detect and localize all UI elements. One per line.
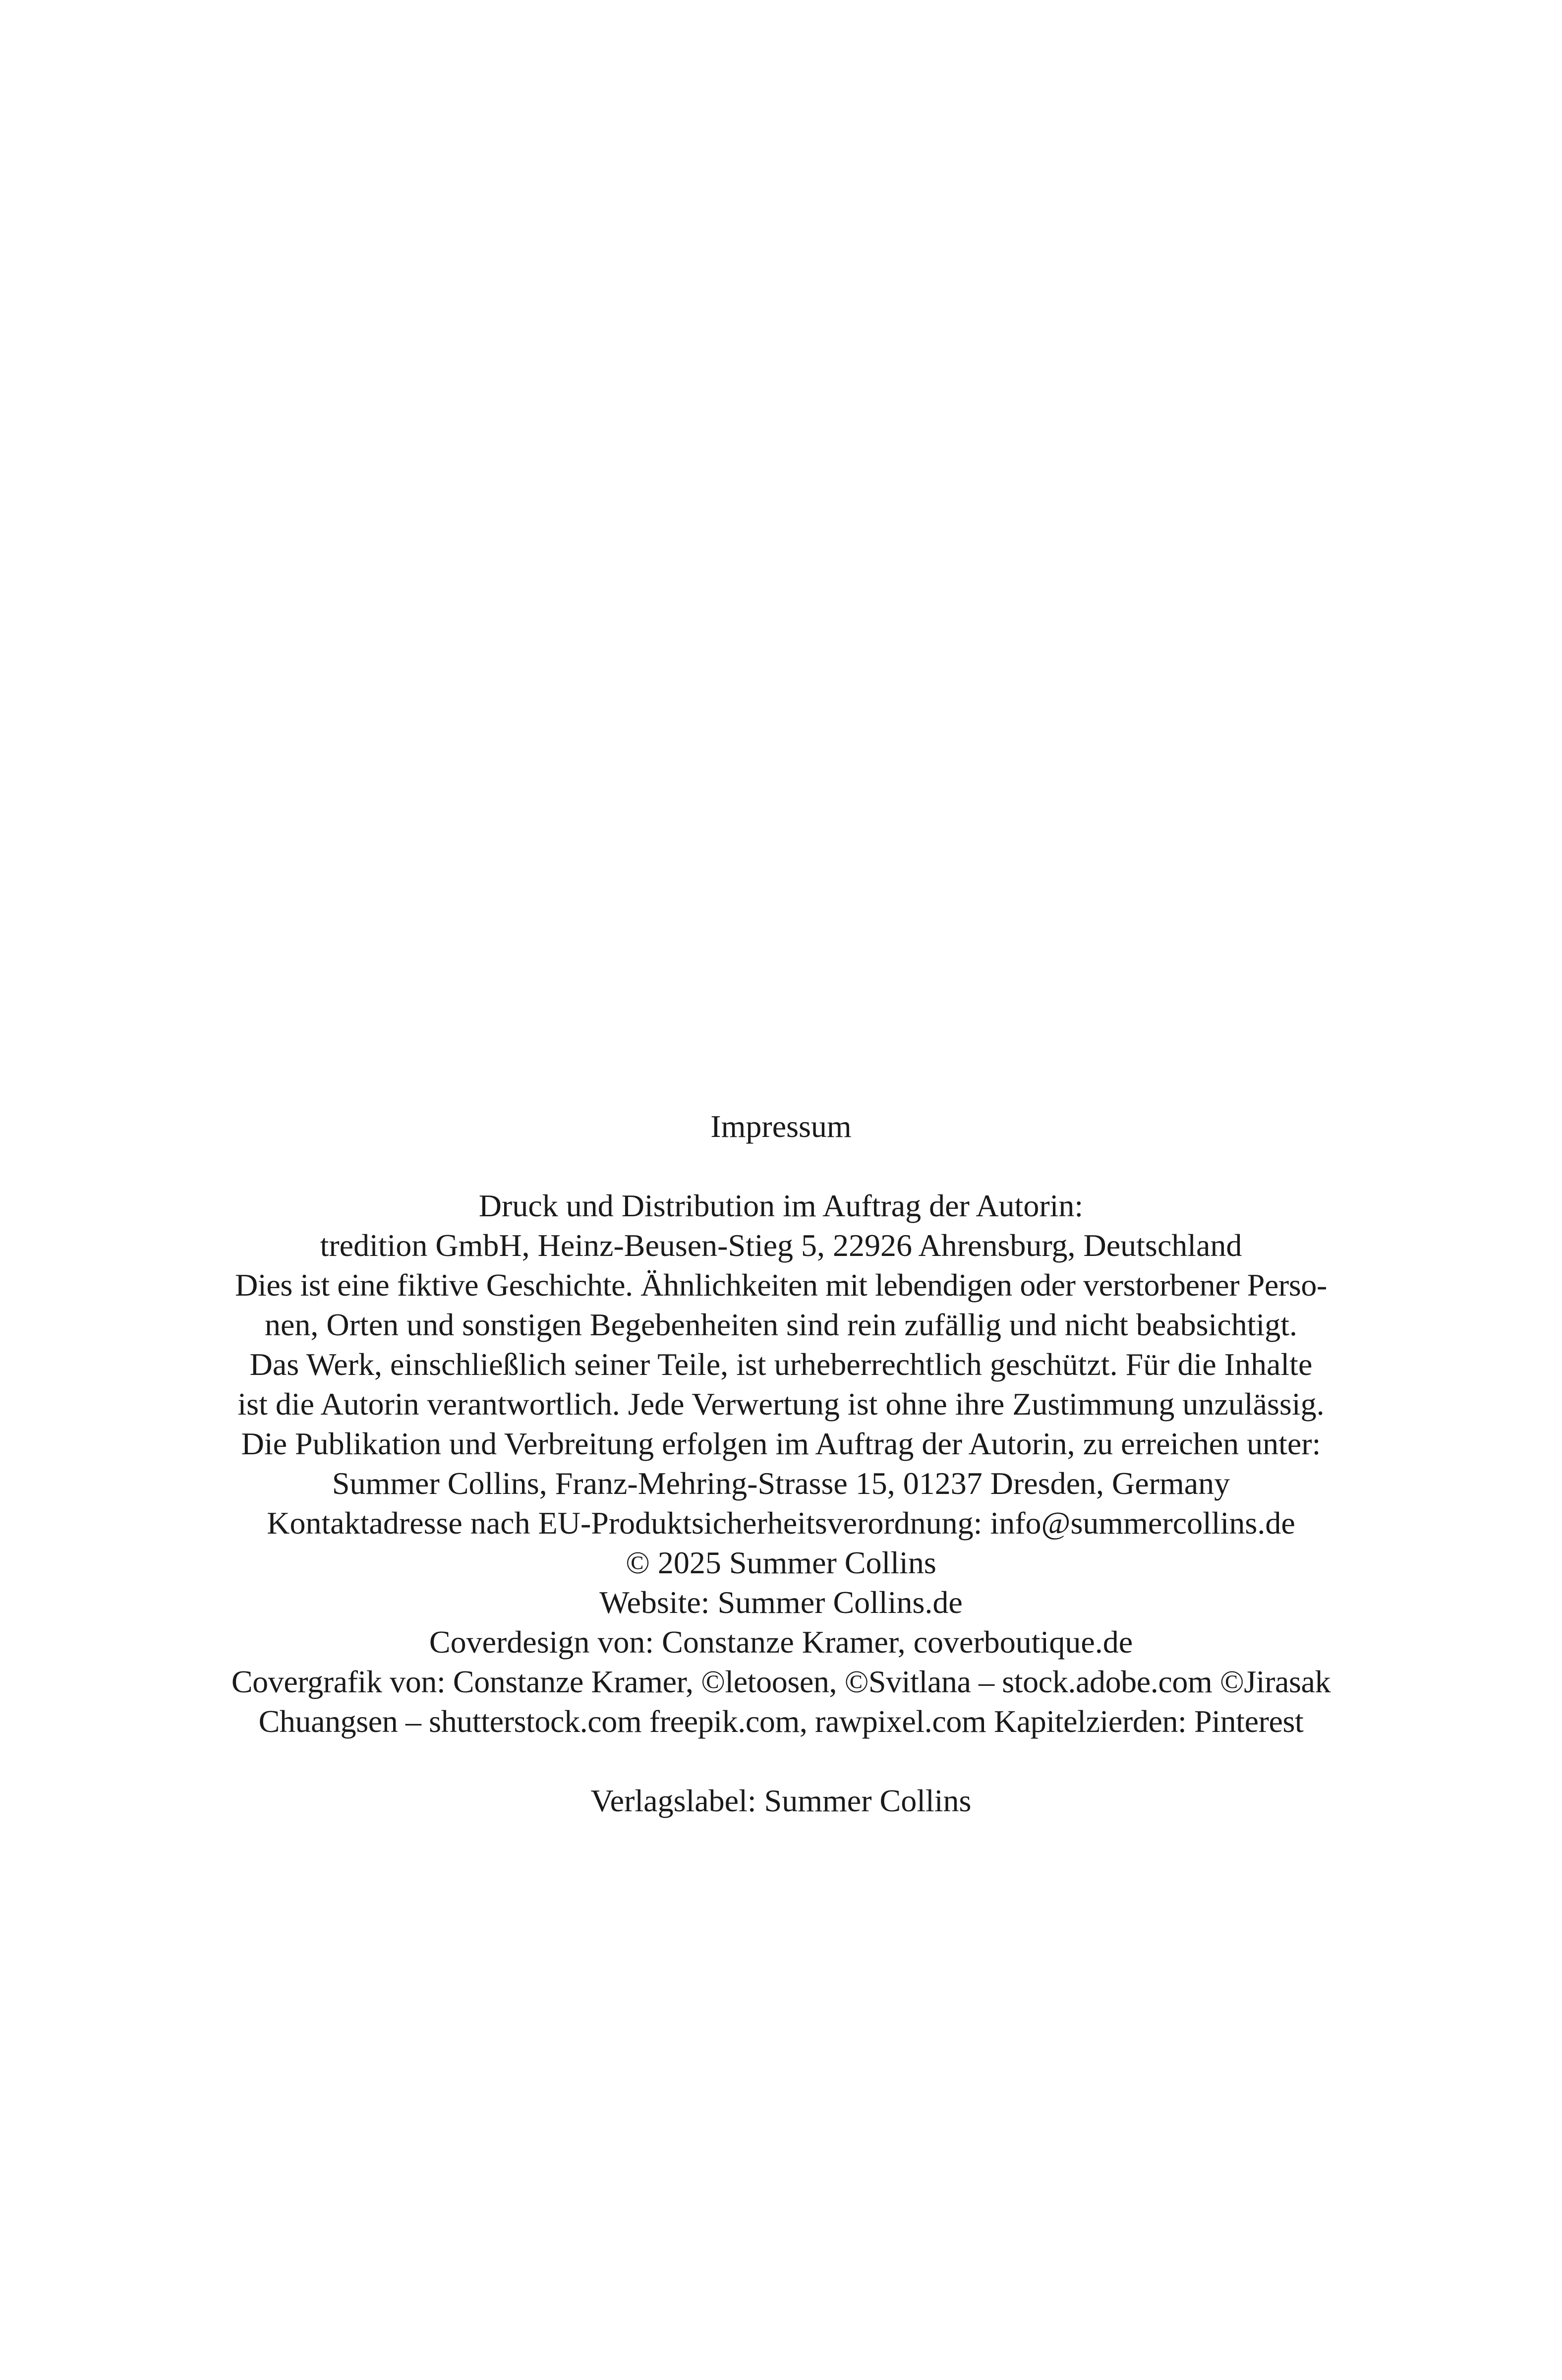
imprint-line-copyright-year: © 2025 Summer Collins xyxy=(626,1545,936,1580)
imprint-line-fiction-disclaimer-1: Dies ist eine fiktive Geschichte. Ähnlichkeiten mit lebendigen oder verstorbener Perso- xyxy=(235,1267,1327,1303)
imprint-block xyxy=(188,1107,1374,1821)
spacer xyxy=(188,1146,1374,1186)
spacer xyxy=(188,1741,1374,1781)
imprint-line-cover-design: Coverdesign von: Constanze Kramer, coverboutique.de xyxy=(429,1624,1133,1660)
imprint-heading: Impressum xyxy=(710,1109,852,1144)
imprint-line-safety-contact: Kontaktadresse nach EU-Produktsicherheitsverordnung: info@summercollins.de xyxy=(267,1505,1295,1541)
imprint-line-author-address: Summer Collins, Franz-Mehring-Strasse 15, 01237 Dresden, Germany xyxy=(332,1466,1230,1501)
imprint-line-copyright-notice-1: Das Werk, einschließlich seiner Teile, ist urheberrechtlich geschützt. Für die Inhalte xyxy=(249,1347,1313,1382)
imprint-line-print-distribution: Druck und Distribution im Auftrag der Autorin: xyxy=(478,1188,1084,1223)
imprint-line-website: Website: Summer Collins.de xyxy=(599,1585,963,1620)
imprint-line-copyright-notice-2: ist die Autorin verantwortlich. Jede Verwertung ist ohne ihre Zustimmung unzulässig. xyxy=(237,1386,1325,1422)
imprint-line-publication-contact: Die Publikation und Verbreitung erfolgen im Auftrag der Autorin, zu erreichen unter: xyxy=(241,1426,1321,1461)
imprint-publisher-label: Verlagslabel: Summer Collins xyxy=(590,1783,972,1818)
imprint-line-publisher-address: tredition GmbH, Heinz-Beusen-Stieg 5, 22926 Ahrensburg, Deutschland xyxy=(320,1228,1242,1263)
imprint-line-cover-graphics-1: Covergrafik von: Constanze Kramer, ©letoosen, ©Svitlana – stock.adobe.com ©Jirasak xyxy=(231,1664,1331,1699)
imprint-line-fiction-disclaimer-2: nen, Orten und sonstigen Begebenheiten sind rein zufällig und nicht beabsichtigt. xyxy=(264,1307,1298,1342)
imprint-line-cover-graphics-2: Chuangsen – shutterstock.com freepik.com, rawpixel.com Kapitelzierden: Pinterest xyxy=(258,1704,1304,1739)
